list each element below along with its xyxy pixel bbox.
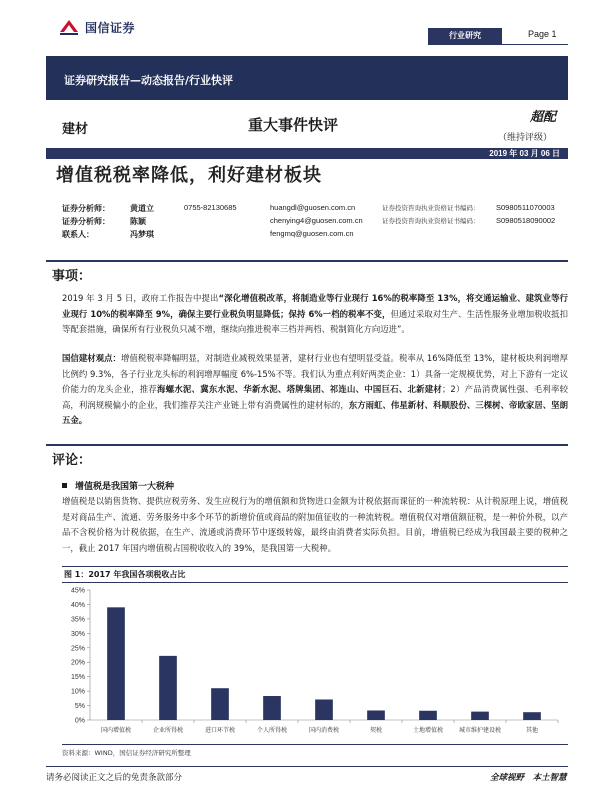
cert-number: S0980518090002 [496,216,556,225]
analyst-role: 证券分析师： [62,204,110,213]
contact-email[interactable]: fengmq@guosen.com.cn [270,229,354,238]
event-paragraph [62,291,568,338]
y-tick-label: 30% [70,630,85,638]
analyst-phone: 0755-82130685 [184,203,237,212]
event-type-label: 重大事件快评 [248,116,339,134]
view-label: 国信建材观点： [62,353,121,363]
y-tick-label: 45% [70,587,85,595]
cert-number: S0980511070003 [496,203,555,212]
disclaimer-text: 请务必阅读正文之后的免责条款部分 [46,773,183,783]
event-section-header [46,260,568,284]
event-text: 2019 年 3 月 5 日，政府工作报告中提出 [62,293,219,303]
rating-label: 超配 [530,110,557,125]
bar-4 [315,699,333,720]
x-tick-label: 其他 [525,727,539,734]
bar-1 [159,656,177,720]
y-tick-label: 10% [70,688,85,696]
y-tick-label: 35% [70,616,85,624]
x-tick-label: 国内增值税 [100,727,132,734]
y-tick-label: 20% [70,659,85,667]
x-tick-label: 个人所得税 [256,727,288,734]
analyst-row [62,229,568,242]
sector-label: 建材 [62,122,89,137]
doc-type-label: 行业研究 [428,28,502,44]
cert-label: 证券投资咨询执业资格证书编码： [382,217,480,225]
rating-note: （维持评级） [498,133,553,143]
bar-6 [419,711,437,720]
bullet-heading-text: 增值税是我国第一大税种 [75,482,175,492]
slogan-text: 全球视野 本土智慧 [490,773,567,783]
view-recommend-1: 海螺水泥、冀东水泥、华新水泥、塔牌集团、祁连山、中国巨石、北新建材 [157,384,443,394]
view-text-cont: ；2）产品消费属性强、毛利率较高，利润规模偏小的企业，我们推荐关注产业链上带有消费属性的建材标的， [62,384,569,410]
y-tick-label: 0% [74,717,85,725]
x-tick-label: 契税 [369,727,383,734]
view-paragraph [62,351,568,429]
page-number: Page 1 [528,29,557,39]
y-tick-label: 15% [70,674,85,682]
report-banner: 证券研究报告—动态报告/行业快评 [46,56,568,100]
comment-paragraph: 增值税是以销售货物、提供应税劳务、发生应税行为的增值额和货物进口金额为计税依据而课征的一种流转税：从计税原理上说，增值税是对商品生产、流通、劳务服务中多个环节的新增价值或商品的附加值征收的一种流转税。增值税仅对增值额征税，是一种价外税，以产品不含税价格为计税依据，在生产、流通或消费环节中逐级转嫁，最终由消费者实际负担。目前，增值税已经成为我国最主要的税种之一，截止 2017 年国内增值税占国税收收入的 39%，是我国第一大税种。 [62,496,568,553]
x-tick-label: 土地增值税 [412,727,444,734]
contact-role: 联系人： [62,230,94,239]
analyst-list [62,203,568,242]
tax-share-bar-chart [62,582,568,742]
figure-source: 资料来源：WIND，国信证券经济研究所整理 [62,744,568,757]
x-tick-label: 进口环节税 [204,727,236,734]
company-logo [58,18,135,36]
event-bold-text: “深化增值税改革，将制造业等行业现行 16%的税率降至 13%，将交通运输业、建筑业等行业现行 10%的税率降至 9%，确保主要行业税负明显降低；保持 6%一档的税率不变， [62,293,569,319]
report-title: 增值税税率降低，利好建材板块 [56,165,322,186]
y-tick-label: 5% [74,703,85,711]
footer-divider [46,766,568,767]
report-date: 2019 年 03 月 06 日 [46,148,568,159]
bar-0 [107,607,125,720]
bar-8 [523,712,541,720]
view-text: 增值税税率降幅明显，对制造业减税效果显著，建材行业也有望明显受益。税率从 16%降低至 13%，建材板块利润增厚比例约 9.3%，各子行业龙头标的利润增厚幅度 6%-15%不等。我们认为重点利好两类企业：1）具备一定规模优势，对上下游有一定议价能力的龙头企业，推荐 [62,353,568,394]
y-tick-label: 40% [70,601,85,609]
analyst-email[interactable]: chenying4@guosen.com.cn [270,216,363,225]
analyst-email[interactable]: huangdl@guosen.com.cn [270,203,356,212]
analyst-row [62,203,568,216]
y-tick-label: 25% [70,645,85,653]
analyst-name: 陈颖 [130,217,146,226]
event-heading: 事项： [52,269,92,284]
cert-label: 证券投资咨询执业资格证书编码： [382,204,480,212]
x-tick-label: 国内消费税 [308,727,340,734]
analyst-role: 证券分析师： [62,217,110,226]
x-tick-label: 城市维护建设税 [458,727,502,734]
comment-section-header [46,444,568,468]
event-text-cont: 但通过采取对生产、生活性服务业增加税收抵扣等配套措施，确保所有行业税负只减不增，继续向推进税率三档并两档、税制简化方向迈进”。 [62,308,568,334]
guosen-logo-icon [58,18,80,36]
contact-name: 冯梦琪 [130,230,154,239]
header-divider [428,44,568,45]
view-recommend-2: 东方雨虹、伟星新材、科顺股份、三棵树、帝欧家居、坚朗五金。 [62,399,568,425]
comment-heading: 评论： [52,453,92,468]
analyst-name: 黄道立 [130,204,154,213]
bullet-heading [62,479,174,492]
company-name: 国信证券 [85,20,136,35]
bar-5 [367,710,385,720]
analyst-row [62,216,568,229]
bar-2 [211,688,229,720]
figure-title: 图 1：2017 年我国各项税收占比 [62,566,568,583]
bullet-square-icon [62,483,67,488]
bar-3 [263,696,281,720]
bar-7 [471,712,489,720]
x-tick-label: 企业所得税 [152,727,184,734]
